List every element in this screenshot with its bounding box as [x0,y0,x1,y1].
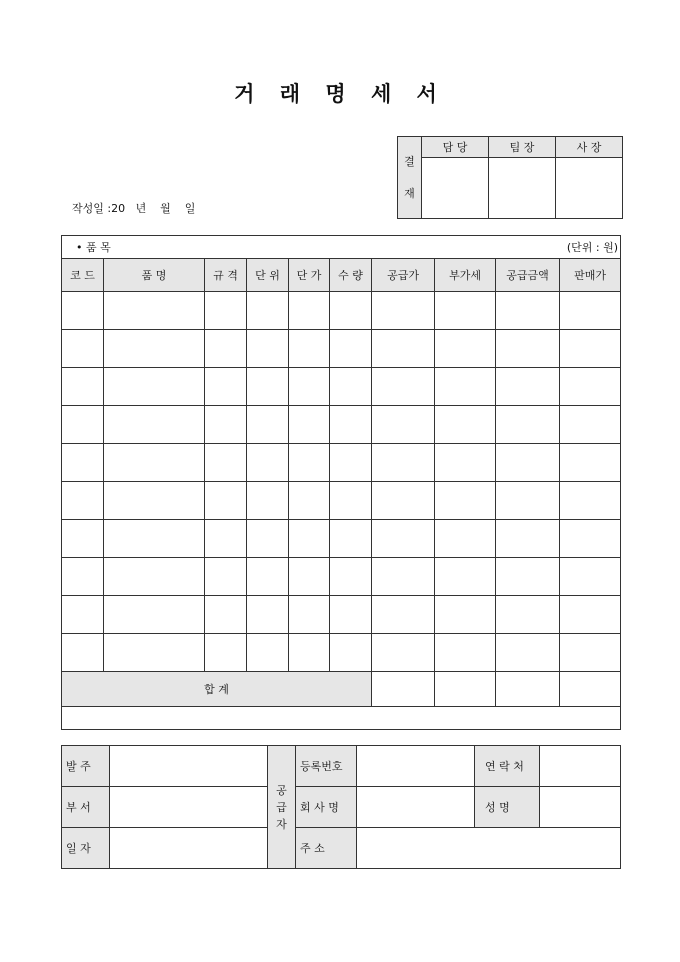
item-cell[interactable] [435,444,496,482]
item-cell[interactable] [372,292,435,330]
dept-field[interactable] [110,787,268,828]
item-cell[interactable] [62,406,104,444]
item-cell[interactable] [435,596,496,634]
total-cell[interactable] [435,672,496,707]
item-cell[interactable] [104,558,205,596]
name-field[interactable] [540,787,621,828]
item-cell[interactable] [330,330,372,368]
item-cell[interactable] [560,444,621,482]
item-cell[interactable] [205,482,247,520]
item-cell[interactable] [289,406,330,444]
item-cell[interactable] [560,558,621,596]
item-cell[interactable] [435,292,496,330]
item-cell[interactable] [435,406,496,444]
item-row [62,406,621,444]
order-field[interactable] [110,746,268,787]
approval-side-bottom: 재 [404,186,415,200]
item-cell[interactable] [247,330,289,368]
item-cell[interactable] [247,406,289,444]
item-cell[interactable] [560,596,621,634]
item-row [62,520,621,558]
item-cell[interactable] [435,558,496,596]
col-header: 부가세 [435,259,496,292]
item-cell[interactable] [62,330,104,368]
item-cell[interactable] [205,444,247,482]
item-cell[interactable] [435,520,496,558]
company-label: 회 사 명 [296,787,357,828]
col-header: 공급가 [372,259,435,292]
item-cell[interactable] [435,330,496,368]
items-table [61,235,621,730]
item-cell[interactable] [62,482,104,520]
order-supplier-table [61,745,621,869]
item-cell[interactable] [289,596,330,634]
document-title: 거 래 명 세 서 [234,81,446,106]
item-cell[interactable] [372,444,435,482]
item-cell[interactable] [330,482,372,520]
item-cell[interactable] [560,634,621,672]
total-row [62,672,621,707]
item-cell[interactable] [330,634,372,672]
item-row [62,596,621,634]
item-cell[interactable] [104,444,205,482]
supplier-char: 공 [276,783,287,797]
item-cell[interactable] [289,330,330,368]
item-cell[interactable] [372,330,435,368]
item-cell[interactable] [289,292,330,330]
item-cell[interactable] [435,482,496,520]
date-label: 일 자 [62,828,110,869]
name-label: 성 명 [475,787,540,828]
item-cell[interactable] [496,330,560,368]
item-cell[interactable] [205,292,247,330]
item-cell[interactable] [62,558,104,596]
address-label: 주 소 [296,828,357,869]
item-cell[interactable] [372,558,435,596]
col-header: 단 가 [289,259,330,292]
item-cell[interactable] [435,634,496,672]
item-cell[interactable] [247,596,289,634]
item-cell[interactable] [62,368,104,406]
item-row [62,482,621,520]
item-cell[interactable] [496,406,560,444]
item-cell[interactable] [104,482,205,520]
company-field[interactable] [357,787,475,828]
col-header: 판매가 [560,259,621,292]
item-cell[interactable] [372,482,435,520]
item-cell[interactable] [330,406,372,444]
date-field[interactable] [110,828,268,869]
item-cell[interactable] [205,330,247,368]
item-row [62,444,621,482]
total-cell[interactable] [560,672,621,707]
item-cell[interactable] [372,634,435,672]
item-cell[interactable] [496,292,560,330]
item-cell[interactable] [62,634,104,672]
item-cell[interactable] [496,520,560,558]
item-cell[interactable] [330,596,372,634]
item-cell[interactable] [560,520,621,558]
item-cell[interactable] [560,482,621,520]
supplier-label [268,746,296,869]
item-cell[interactable] [205,634,247,672]
item-cell[interactable] [560,406,621,444]
unit-note: (단위 : 원) [330,236,621,259]
item-cell[interactable] [104,292,205,330]
item-cell[interactable] [496,634,560,672]
approval-box [397,136,623,219]
approval-role-team-lead: 팀 장 [489,137,556,158]
item-cell[interactable] [104,368,205,406]
item-cell[interactable] [496,368,560,406]
item-cell[interactable] [205,368,247,406]
supplier-char: 자 [276,817,287,831]
spacer-row [62,707,621,730]
header-row [62,259,621,292]
reg-no-label: 등록번호 [296,746,357,787]
dept-label: 부 서 [62,787,110,828]
item-cell[interactable] [247,634,289,672]
col-header: 품 명 [104,259,205,292]
spacer-cell [62,707,621,730]
address-field[interactable] [357,828,621,869]
col-header: 단 위 [247,259,289,292]
item-cell[interactable] [496,444,560,482]
item-cell[interactable] [496,482,560,520]
reg-no-field[interactable] [357,746,475,787]
date-line: 작성일 :20 년 월 일 [72,202,196,215]
approval-side-label [398,137,422,219]
item-cell[interactable] [104,596,205,634]
item-cell[interactable] [560,292,621,330]
approval-sign-team-lead[interactable] [489,158,556,219]
total-cell[interactable] [496,672,560,707]
item-cell[interactable] [247,558,289,596]
item-cell[interactable] [104,520,205,558]
item-cell[interactable] [247,520,289,558]
item-cell[interactable] [62,444,104,482]
item-cell[interactable] [372,406,435,444]
item-cell[interactable] [289,368,330,406]
total-label: 합 계 [62,672,372,707]
item-cell[interactable] [247,482,289,520]
item-cell[interactable] [330,444,372,482]
contact-field[interactable] [540,746,621,787]
item-cell[interactable] [205,558,247,596]
supplier-char: 급 [276,800,287,814]
item-row [62,330,621,368]
approval-sign-manager[interactable] [422,158,489,219]
item-row [62,634,621,672]
contact-label: 연 락 처 [475,746,540,787]
item-cell[interactable] [205,520,247,558]
approval-role-president: 사 장 [556,137,623,158]
item-row [62,368,621,406]
item-cell[interactable] [205,596,247,634]
item-cell[interactable] [289,444,330,482]
col-header: 공급금액 [496,259,560,292]
item-cell[interactable] [247,368,289,406]
item-cell[interactable] [62,520,104,558]
item-cell[interactable] [372,368,435,406]
item-cell[interactable] [496,558,560,596]
item-cell[interactable] [205,406,247,444]
item-row [62,292,621,330]
total-cell[interactable] [372,672,435,707]
section-label: • 품 목 [62,236,330,259]
approval-role-manager: 담 당 [422,137,489,158]
item-cell[interactable] [247,444,289,482]
item-cell[interactable] [289,520,330,558]
col-header: 규 격 [205,259,247,292]
item-cell[interactable] [104,330,205,368]
item-cell[interactable] [289,482,330,520]
item-cell[interactable] [330,292,372,330]
item-cell[interactable] [62,596,104,634]
col-header: 수 량 [330,259,372,292]
order-label: 발 주 [62,746,110,787]
item-cell[interactable] [496,596,560,634]
item-cell[interactable] [560,330,621,368]
item-cell[interactable] [435,368,496,406]
item-cell[interactable] [560,368,621,406]
item-cell[interactable] [372,520,435,558]
item-cell[interactable] [289,634,330,672]
col-header: 코 드 [62,259,104,292]
item-cell[interactable] [247,292,289,330]
item-cell[interactable] [330,558,372,596]
approval-sign-president[interactable] [556,158,623,219]
item-cell[interactable] [330,520,372,558]
item-cell[interactable] [104,634,205,672]
item-cell[interactable] [330,368,372,406]
item-cell[interactable] [289,558,330,596]
item-row [62,558,621,596]
approval-side-top: 결 [404,154,415,168]
item-cell[interactable] [62,292,104,330]
item-cell[interactable] [104,406,205,444]
item-cell[interactable] [372,596,435,634]
